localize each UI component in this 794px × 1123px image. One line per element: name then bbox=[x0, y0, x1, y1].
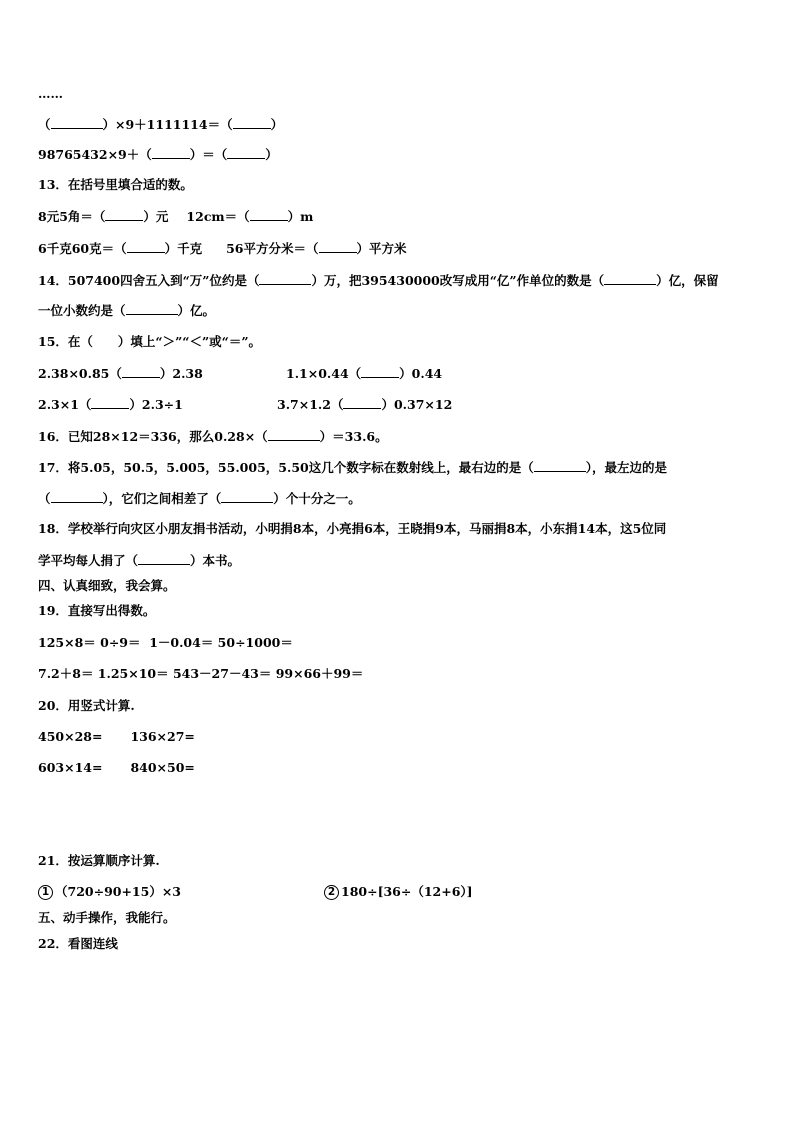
question-13-row-1 bbox=[38, 208, 313, 225]
text: 学平均每人捐了（ bbox=[38, 553, 139, 568]
question-20-row-2 bbox=[38, 760, 195, 776]
text: 五、动手操作，我能行。 bbox=[38, 910, 176, 925]
answer-blank[interactable] bbox=[227, 146, 265, 159]
question-17-line-1 bbox=[38, 459, 667, 476]
question-15-title bbox=[38, 334, 261, 350]
question-17-line-2 bbox=[38, 490, 361, 507]
text: ）亿，保留 bbox=[656, 273, 719, 288]
text: 1.1×0.44（ bbox=[286, 366, 362, 381]
text bbox=[277, 396, 452, 413]
answer-blank[interactable] bbox=[122, 365, 160, 378]
text: 21．按运算顺序计算. bbox=[38, 853, 160, 868]
ellipsis: …… bbox=[38, 86, 63, 101]
text: 98765432×9＋（ bbox=[38, 147, 152, 162]
text: ），最左边的是 bbox=[585, 460, 667, 475]
text: 6千克60克＝（ bbox=[38, 241, 127, 256]
answer-blank[interactable] bbox=[250, 208, 288, 221]
text: 四、认真细致，我会算。 bbox=[38, 578, 176, 593]
text: 13．在括号里填合适的数。 bbox=[38, 177, 193, 192]
answer-blank[interactable] bbox=[319, 240, 357, 253]
text: ）2.38 bbox=[159, 366, 203, 381]
answer-blank[interactable] bbox=[221, 490, 273, 503]
answer-blank[interactable] bbox=[534, 459, 586, 472]
circled-number-1: 1 bbox=[38, 885, 53, 900]
text: ） bbox=[270, 117, 284, 132]
pattern-line-1 bbox=[38, 116, 283, 133]
ellipsis-line bbox=[38, 86, 63, 102]
answer-blank[interactable] bbox=[91, 396, 129, 409]
question-16 bbox=[38, 428, 388, 445]
text: 450×28= bbox=[38, 729, 103, 744]
text: 15．在（ ）填上“＞”“＜”或“＝”。 bbox=[38, 334, 262, 349]
question-21-row bbox=[38, 884, 473, 900]
text: 17．将5.05，50.5，5.005，55.005，5.50这几个数字标在数射线上，最右边的是（ bbox=[38, 460, 534, 475]
text: ）千克 bbox=[164, 241, 203, 256]
question-19-title bbox=[38, 603, 155, 619]
text: ）0.44 bbox=[399, 366, 443, 381]
text: ）万，把395430000改写成用“亿”作单位的数是（ bbox=[311, 273, 605, 288]
answer-blank[interactable] bbox=[361, 365, 399, 378]
question-19-row-1 bbox=[38, 635, 293, 651]
text: ）2.3÷1 bbox=[129, 397, 183, 412]
text: 19．直接写出得数。 bbox=[38, 603, 156, 618]
answer-blank[interactable] bbox=[51, 116, 103, 129]
answer-blank[interactable] bbox=[138, 552, 190, 565]
question-14-line-1 bbox=[38, 272, 719, 289]
text: ）＝33.6。 bbox=[319, 429, 388, 444]
question-18-line-2 bbox=[38, 552, 240, 569]
question-13-title bbox=[38, 177, 193, 193]
text: 603×14= bbox=[38, 760, 103, 775]
question-20-row-1 bbox=[38, 729, 195, 745]
text: ）个十分之一。 bbox=[273, 491, 361, 506]
text: ）元 bbox=[143, 209, 169, 224]
text: ）亿。 bbox=[177, 303, 216, 318]
text: 16．已知28×12＝336，那么0.28×（ bbox=[38, 429, 268, 444]
text bbox=[286, 365, 442, 382]
section-4-heading bbox=[38, 578, 176, 594]
answer-blank[interactable] bbox=[233, 116, 271, 129]
text: 56平方分米＝（ bbox=[226, 241, 319, 256]
answer-blank[interactable] bbox=[604, 272, 656, 285]
text: 840×50= bbox=[130, 760, 195, 775]
text: （720÷90+15）×3 bbox=[55, 884, 182, 899]
text: 136×27= bbox=[130, 729, 195, 744]
text: ）×9＋1111114＝（ bbox=[102, 117, 233, 132]
text: ）0.37×12 bbox=[381, 397, 453, 412]
question-14-line-2 bbox=[38, 302, 215, 319]
text: 8元5角＝（ bbox=[38, 209, 106, 224]
answer-blank[interactable] bbox=[268, 428, 320, 441]
question-18-line-1 bbox=[38, 521, 666, 537]
answer-blank[interactable] bbox=[51, 490, 103, 503]
pattern-line-2 bbox=[38, 146, 278, 163]
question-13-row-2 bbox=[38, 240, 407, 257]
question-22-title bbox=[38, 936, 118, 952]
text: ）＝（ bbox=[189, 147, 228, 162]
question-21-title bbox=[38, 853, 160, 869]
text: 180÷[36÷（12+6）] bbox=[341, 884, 473, 899]
answer-blank[interactable] bbox=[343, 396, 381, 409]
answer-blank[interactable] bbox=[259, 272, 311, 285]
text: 12cm＝（ bbox=[186, 209, 250, 224]
text: ）m bbox=[287, 209, 314, 224]
question-15-row-1 bbox=[38, 365, 443, 382]
text: 2.38×0.85（ bbox=[38, 366, 122, 381]
text: 22．看图连线 bbox=[38, 936, 118, 951]
question-19-row-2 bbox=[38, 666, 363, 682]
text: 125×8＝ 0÷9＝ 1－0.04＝ 50÷1000＝ bbox=[38, 635, 293, 650]
text: （ bbox=[38, 491, 51, 506]
text: ），它们之间相差了（ bbox=[102, 491, 222, 506]
text: 一位小数约是（ bbox=[38, 303, 126, 318]
text: ）平方米 bbox=[356, 241, 407, 256]
text: ）本书。 bbox=[190, 553, 241, 568]
circled-number-2: 2 bbox=[324, 885, 339, 900]
answer-blank[interactable] bbox=[152, 146, 190, 159]
text: 2.3×1（ bbox=[38, 397, 92, 412]
text: 7.2＋8＝ 1.25×10＝ 543－27－43＝ 99×66＋99＝ bbox=[38, 666, 364, 681]
text: （ bbox=[38, 117, 51, 132]
text: 3.7×1.2（ bbox=[277, 397, 344, 412]
answer-blank[interactable] bbox=[126, 302, 178, 315]
question-15-row-2 bbox=[38, 396, 453, 413]
question-20-title bbox=[38, 698, 135, 714]
text: 14．507400四舍五入到“万”位约是（ bbox=[38, 273, 260, 288]
text: 18．学校举行向灾区小朋友捐书活动，小明捐8本，小亮捐6本，王晓捐9本，马丽捐8本，小东捐14本，这5位同 bbox=[38, 521, 667, 536]
text: 20．用竖式计算. bbox=[38, 698, 135, 713]
answer-blank[interactable] bbox=[105, 208, 143, 221]
text: ） bbox=[265, 147, 278, 162]
section-5-heading bbox=[38, 910, 176, 926]
answer-blank[interactable] bbox=[127, 240, 165, 253]
item-2 bbox=[324, 884, 473, 900]
